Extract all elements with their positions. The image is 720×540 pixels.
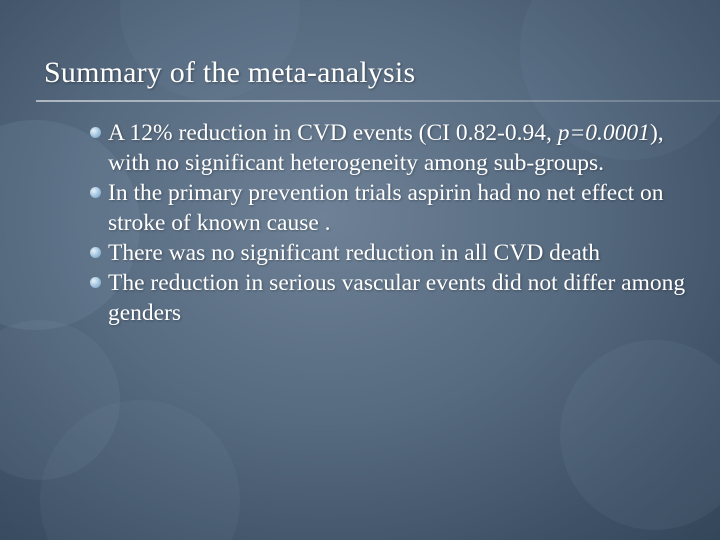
bullet-item-4 (90, 268, 700, 328)
bullet-icon (90, 277, 101, 288)
slide-title: Summary of the meta-analysis (44, 56, 416, 89)
bullet-text: ), with no significant heterogeneity among sub-groups. (108, 120, 664, 176)
title-underline (36, 100, 720, 102)
bullet-icon (90, 127, 101, 138)
bullet-text: The reduction in serious vascular events did not differ among genders (108, 270, 686, 326)
bullet-text: In the primary prevention trials aspirin had no net effect on stroke of known cause . (108, 180, 664, 236)
decorative-circle (560, 340, 720, 530)
p-value-text: p=0.0001 (557, 120, 650, 146)
bullet-icon (90, 247, 101, 258)
bullet-list (90, 118, 700, 328)
bullet-icon (90, 187, 101, 198)
bullet-item-2 (90, 178, 700, 238)
bullet-item-3 (90, 238, 700, 268)
bullet-item-1 (90, 118, 700, 178)
bullet-text: There was no significant reduction in all CVD death (108, 240, 601, 266)
bullet-text: A 12% reduction in CVD events (CI 0.82-0.94, (108, 120, 558, 146)
